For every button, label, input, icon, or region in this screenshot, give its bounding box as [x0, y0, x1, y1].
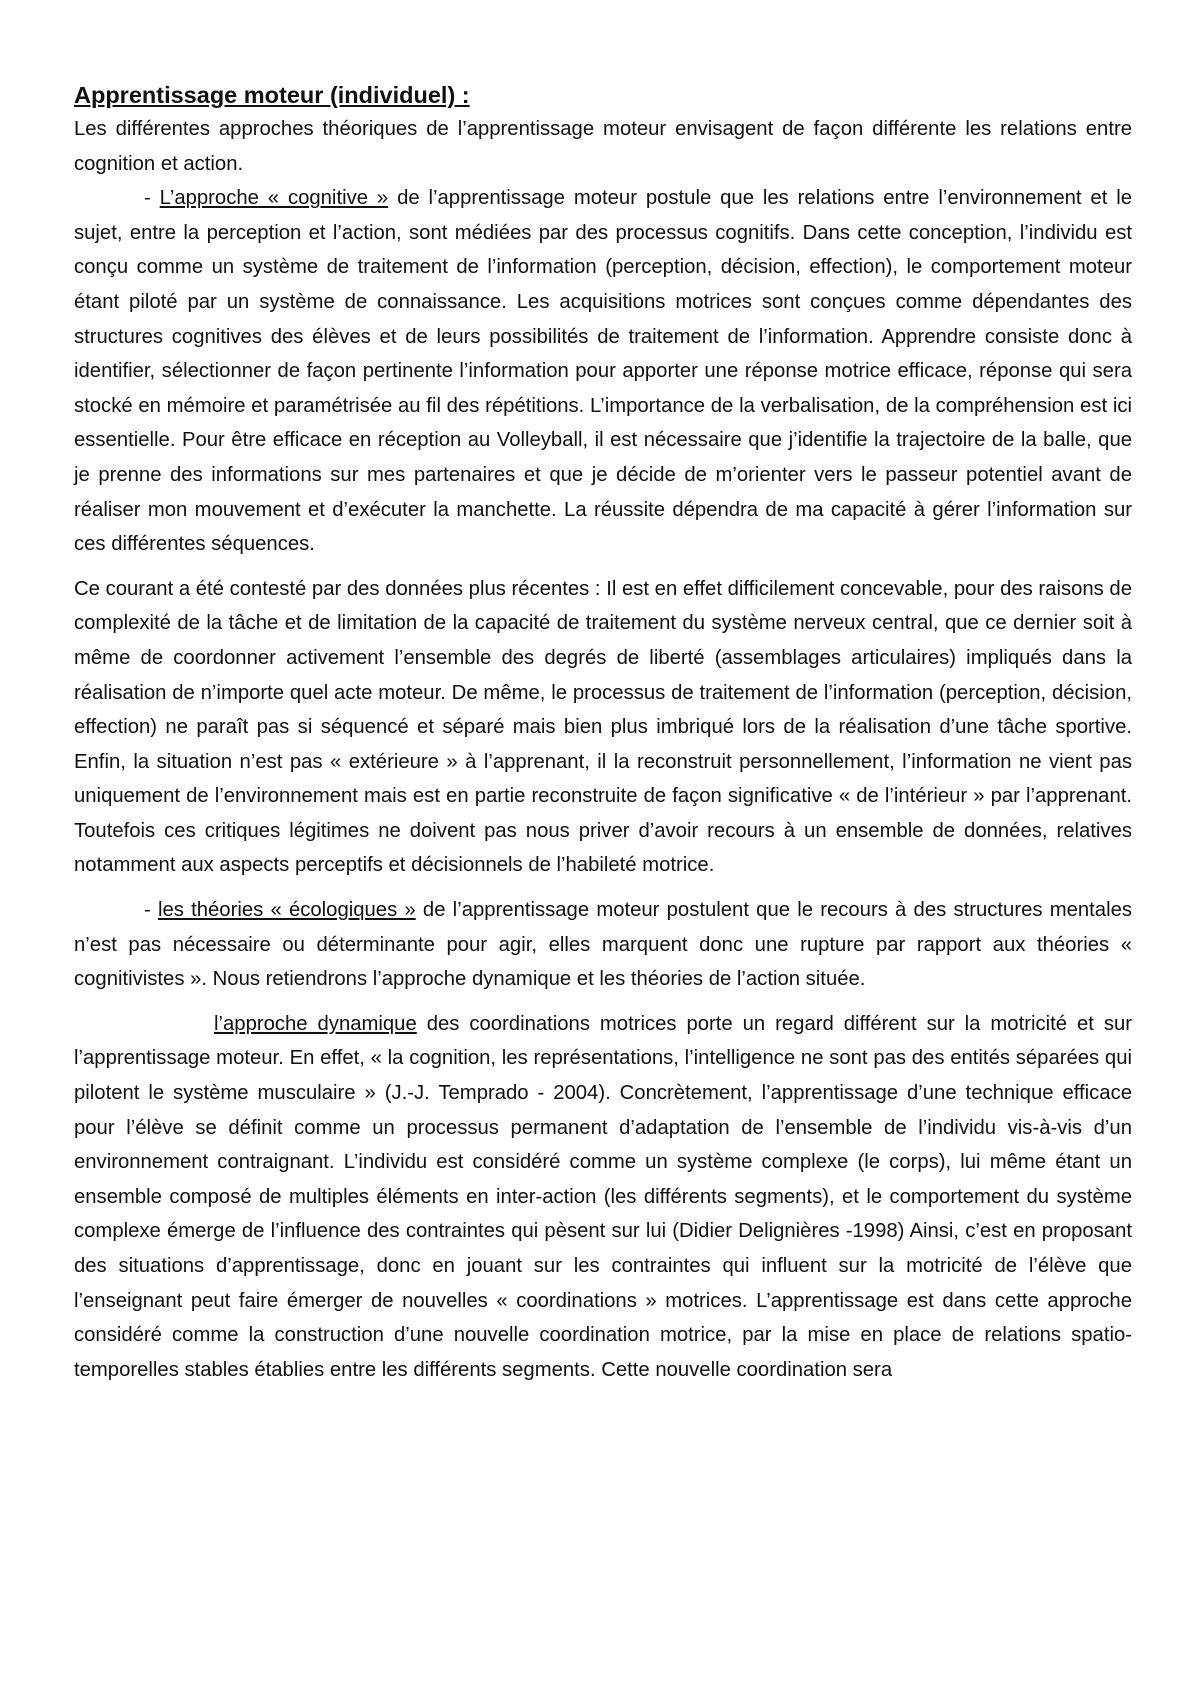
intro-paragraph: Les différentes approches théoriques de l’apprentissage moteur envisagent de façon différente les relations entre cognition et action. [74, 118, 1132, 175]
ecological-theories-term: les théories « écologiques » [157, 899, 416, 922]
cognitive-approach-term: L’approche « cognitive » [159, 187, 389, 210]
dynamic-approach-term: l’approche dynamique [214, 1012, 417, 1035]
document-title: Apprentissage moteur (individuel) : [74, 82, 470, 108]
ecological-bullet: - [144, 899, 158, 922]
ecological-theories-text: de l’apprentissage moteur postulent que le recours à des structures mentales n’est pas nécessaire ou déterminante pour agir, elles marquent donc une rupture par rapport aux théories « cognitivistes ». Nous retiendrons l’approche dynamique et les théories de l’action située. [74, 899, 1132, 991]
cognitive-bullet: - [144, 187, 160, 210]
cognitive-approach-text: de l’apprentissage moteur postule que les relations entre l’environnement et le sujet, entre la perception et l’action, sont médiées par des processus cognitifs. Dans cette conception, l’individu est conçu comme un système de traitement de l’information (perception, décision, effection), le comportement moteur étant piloté par un système de connaissance. Les acquisitions motrices sont conçues comme dépendantes des structures cognitives des élèves et de leurs possibilités de traitement de l’information. Apprendre consiste donc à identifier, sélectionner de façon pertinente l’information pour apporter une réponse motrice efficace, réponse qui sera stocké en mémoire et paramétrisée au fil des répétitions. L’importance de la verbalisation, de la compréhension est ici essentielle. Pour être efficace en réception au Volleyball, il est nécessaire que j’identifie la trajectoire de la balle, que je prenne des informations sur mes partenaires et que je décide de m’orienter vers le passeur potentiel avant de réaliser mon mouvement et d’exécuter la manchette. La réussite dépendra de ma capacité à gérer l’information sur ces différentes séquences. [74, 187, 1133, 556]
cognitive-approach-paragraph [74, 181, 1132, 562]
dynamic-approach-paragraph [74, 1007, 1132, 1388]
dynamic-approach-text: des coordinations motrices porte un regard différent sur la motricité et sur l’apprentissage moteur. En effet, « la cognition, les représentations, l’intelligence ne sont pas des entités séparées qui pilotent le système musculaire » (J.-J. Temprado - 2004). Concrètement, l’apprentissage d’une technique efficace pour l’élève se définit comme un processus permanent d’adaptation de l’ensemble de l’individu vis-à-vis d’un environnement contraignant. L’individu est considéré comme un système complexe (le corps), lui même étant un ensemble composé de multiples éléments en inter-action (les différents segments), et le comportement du système complexe émerge de l’influence des contraintes qui pèsent sur lui (Didier Delignières -1998) Ainsi, c’est en proposant des situations d’apprentissage, donc en jouant sur les contraintes qui influent sur la motricité de l’élève que l’enseignant peut faire émerger de nouvelles « coordinations » motrices. L’apprentissage est dans cette approche considéré comme la construction d’une nouvelle coordination motrice, par la mise en place de relations spatio-temporelles stables établies entre les différents segments. Cette nouvelle coordination sera [74, 1012, 1133, 1381]
ecological-theories-paragraph [74, 893, 1132, 997]
critique-paragraph: Ce courant a été contesté par des données plus récentes : Il est en effet difficilement concevable, pour des raisons de complexité de la tâche et de limitation de la capacité de traitement du système nerveux central, que ce dernier soit à même de coordonner activement l’ensemble des degrés de liberté (assemblages articulaires) impliqués dans la réalisation de n’importe quel acte moteur. De même, le processus de traitement de l’information (perception, décision, effection) ne paraît pas si séquencé et séparé mais bien plus imbriqué lors de la réalisation d’une tâche sportive. Enfin, la situation n’est pas « extérieure » à l’apprenant, il la reconstruit personnellement, l’information ne vient pas uniquement de l’environnement mais est en partie reconstruite de façon significative « de l’intérieur » par l’apprenant. Toutefois ces critiques légitimes ne doivent pas nous priver d’avoir recours à un ensemble de données, relatives notamment aux aspects perceptifs et décisionnels de l’habileté motrice. [74, 577, 1132, 877]
